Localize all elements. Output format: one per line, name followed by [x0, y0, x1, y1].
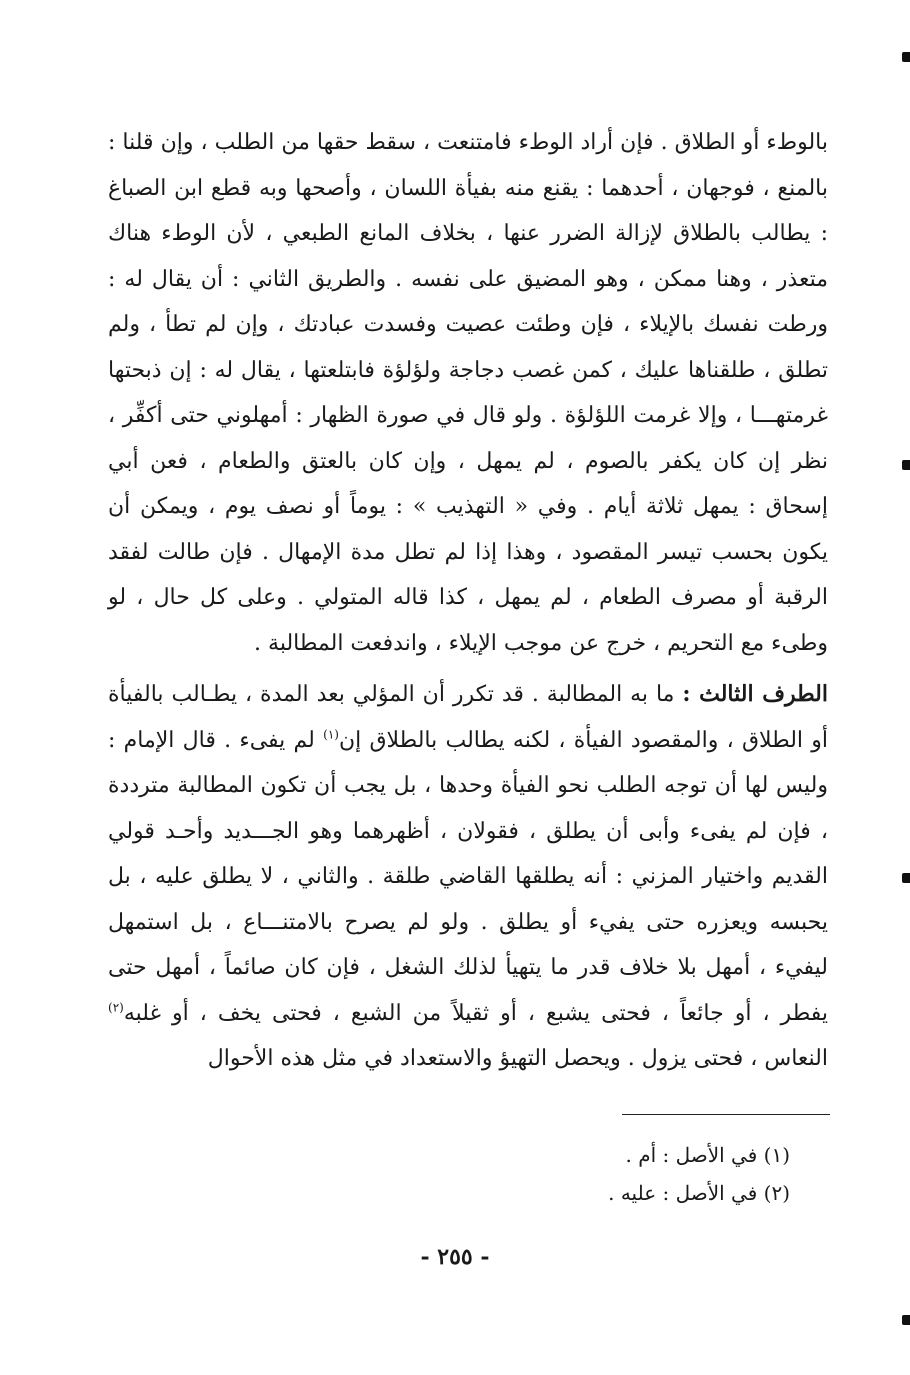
footnote: (١) في الأصل : أم .: [625, 1143, 790, 1167]
paragraph-text: لم يفىء . قال الإمام : وليس لها أن توجه الطلب نحو الفيأة وحدها ، بل يجب أن تكون المطالبة مترددة ، فإن لم يفىء وأبى أن يطلق ، فقولان ، أظهرهما وهو الجـــديد وأحـد قولي القديم واختيار المزني : أنه يطلقها القاضي طلقة . والثاني ، لا يطلق عليه ، بل يحبسه ويعزره حتى يفيء أو يطلق . ولو لم يصرح بالامتنـــاع ، بل استمهل ليفيء ، أمهل بلا خلاف قدر ما يتهيأ لذلك الشغل ، فإن كان صائماً ، أمهل حتى يفطر ، أو جائعاً ، فحتى يشبع ، أو ثقيلاً من الشبع ، فحتى يخف ، أو غلبه: [108, 727, 828, 1026]
main-text: [108, 120, 828, 1082]
paragraph-text: النعاس ، فحتى يزول . ويحصل التهيؤ والاستعداد في مثل هذه الأحوال: [207, 1046, 828, 1071]
edge-mark: [902, 1315, 910, 1325]
paragraph: [108, 672, 828, 1082]
section-heading: الطرف الثالث :: [682, 681, 828, 707]
edge-mark: [902, 460, 910, 470]
page-number: - ٢٥٥ -: [420, 1244, 490, 1270]
paragraph: [108, 120, 828, 666]
footnotes: [390, 1136, 790, 1212]
paragraph-text: بالوطء أو الطلاق . فإن أراد الوطء فامتنعت ، سقط حقها من الطلب ، وإن قلنا : بالمنع ، فوجهان ، أحدهما : يقنع منه بفيأة اللسان ، وأصحها وبه قطع ابن الصباغ : يطالب بالطلاق لإزالة الضرر عنها ، بخلاف المانع الطبعي ، لأن الوطء هناك متعذر ، وهنا ممكن ، وهو المضيق على نفسه . والطريق الثاني : أن يقال له : ورطت نفسك بالإيلاء ، فإن وطئت عصيت وفسدت عبادتك ، وإن لم تطأ ، ولم تطلق ، طلقناها عليك ، كمن غصب دجاجة ولؤلؤة فابتلعتها ، يقال له : إن ذبحتها غرمتهـــا ، وإلا غرمت اللؤلؤة . ولو قال في صورة الظهار : أمهلوني حتى أكفِّر ، نظر إن كان يكفر بالصوم ، لم يمهل ، وإن كان بالعتق والطعام ، فعن أبي إسحاق : يمهل ثلاثة أيام . وفي « التهذيب » : يوماً أو نصف يوم ، ويمكن أن يكون بحسب تيسر المقصود ، وهذا إذا لم تطل مدة الإمهال . فإن طالت لفقد الرقبة أو مصرف الطعام ، لم يمهل ، كذا قاله المتولي . وعلى كل حال ، لو وطىء مع التحريم ، خرج عن موجب الإيلاء ، واندفعت المطالبة .: [108, 130, 828, 656]
footnote-reference[interactable]: (١): [323, 727, 339, 742]
edge-mark: [902, 873, 910, 883]
footnote-divider: [622, 1114, 830, 1115]
footnote-reference[interactable]: (٢): [108, 1000, 124, 1015]
paragraph-text: ما به المطالبة . قد تكرر أن المؤلي بعد المدة ، يطـالب بالفيأة أو الطلاق ، والمقصود الفيأة ، لكنه يطالب بالطلاق إن: [108, 682, 828, 753]
edge-mark: [902, 52, 910, 62]
footnote: (٢) في الأصل : عليه .: [608, 1181, 790, 1205]
